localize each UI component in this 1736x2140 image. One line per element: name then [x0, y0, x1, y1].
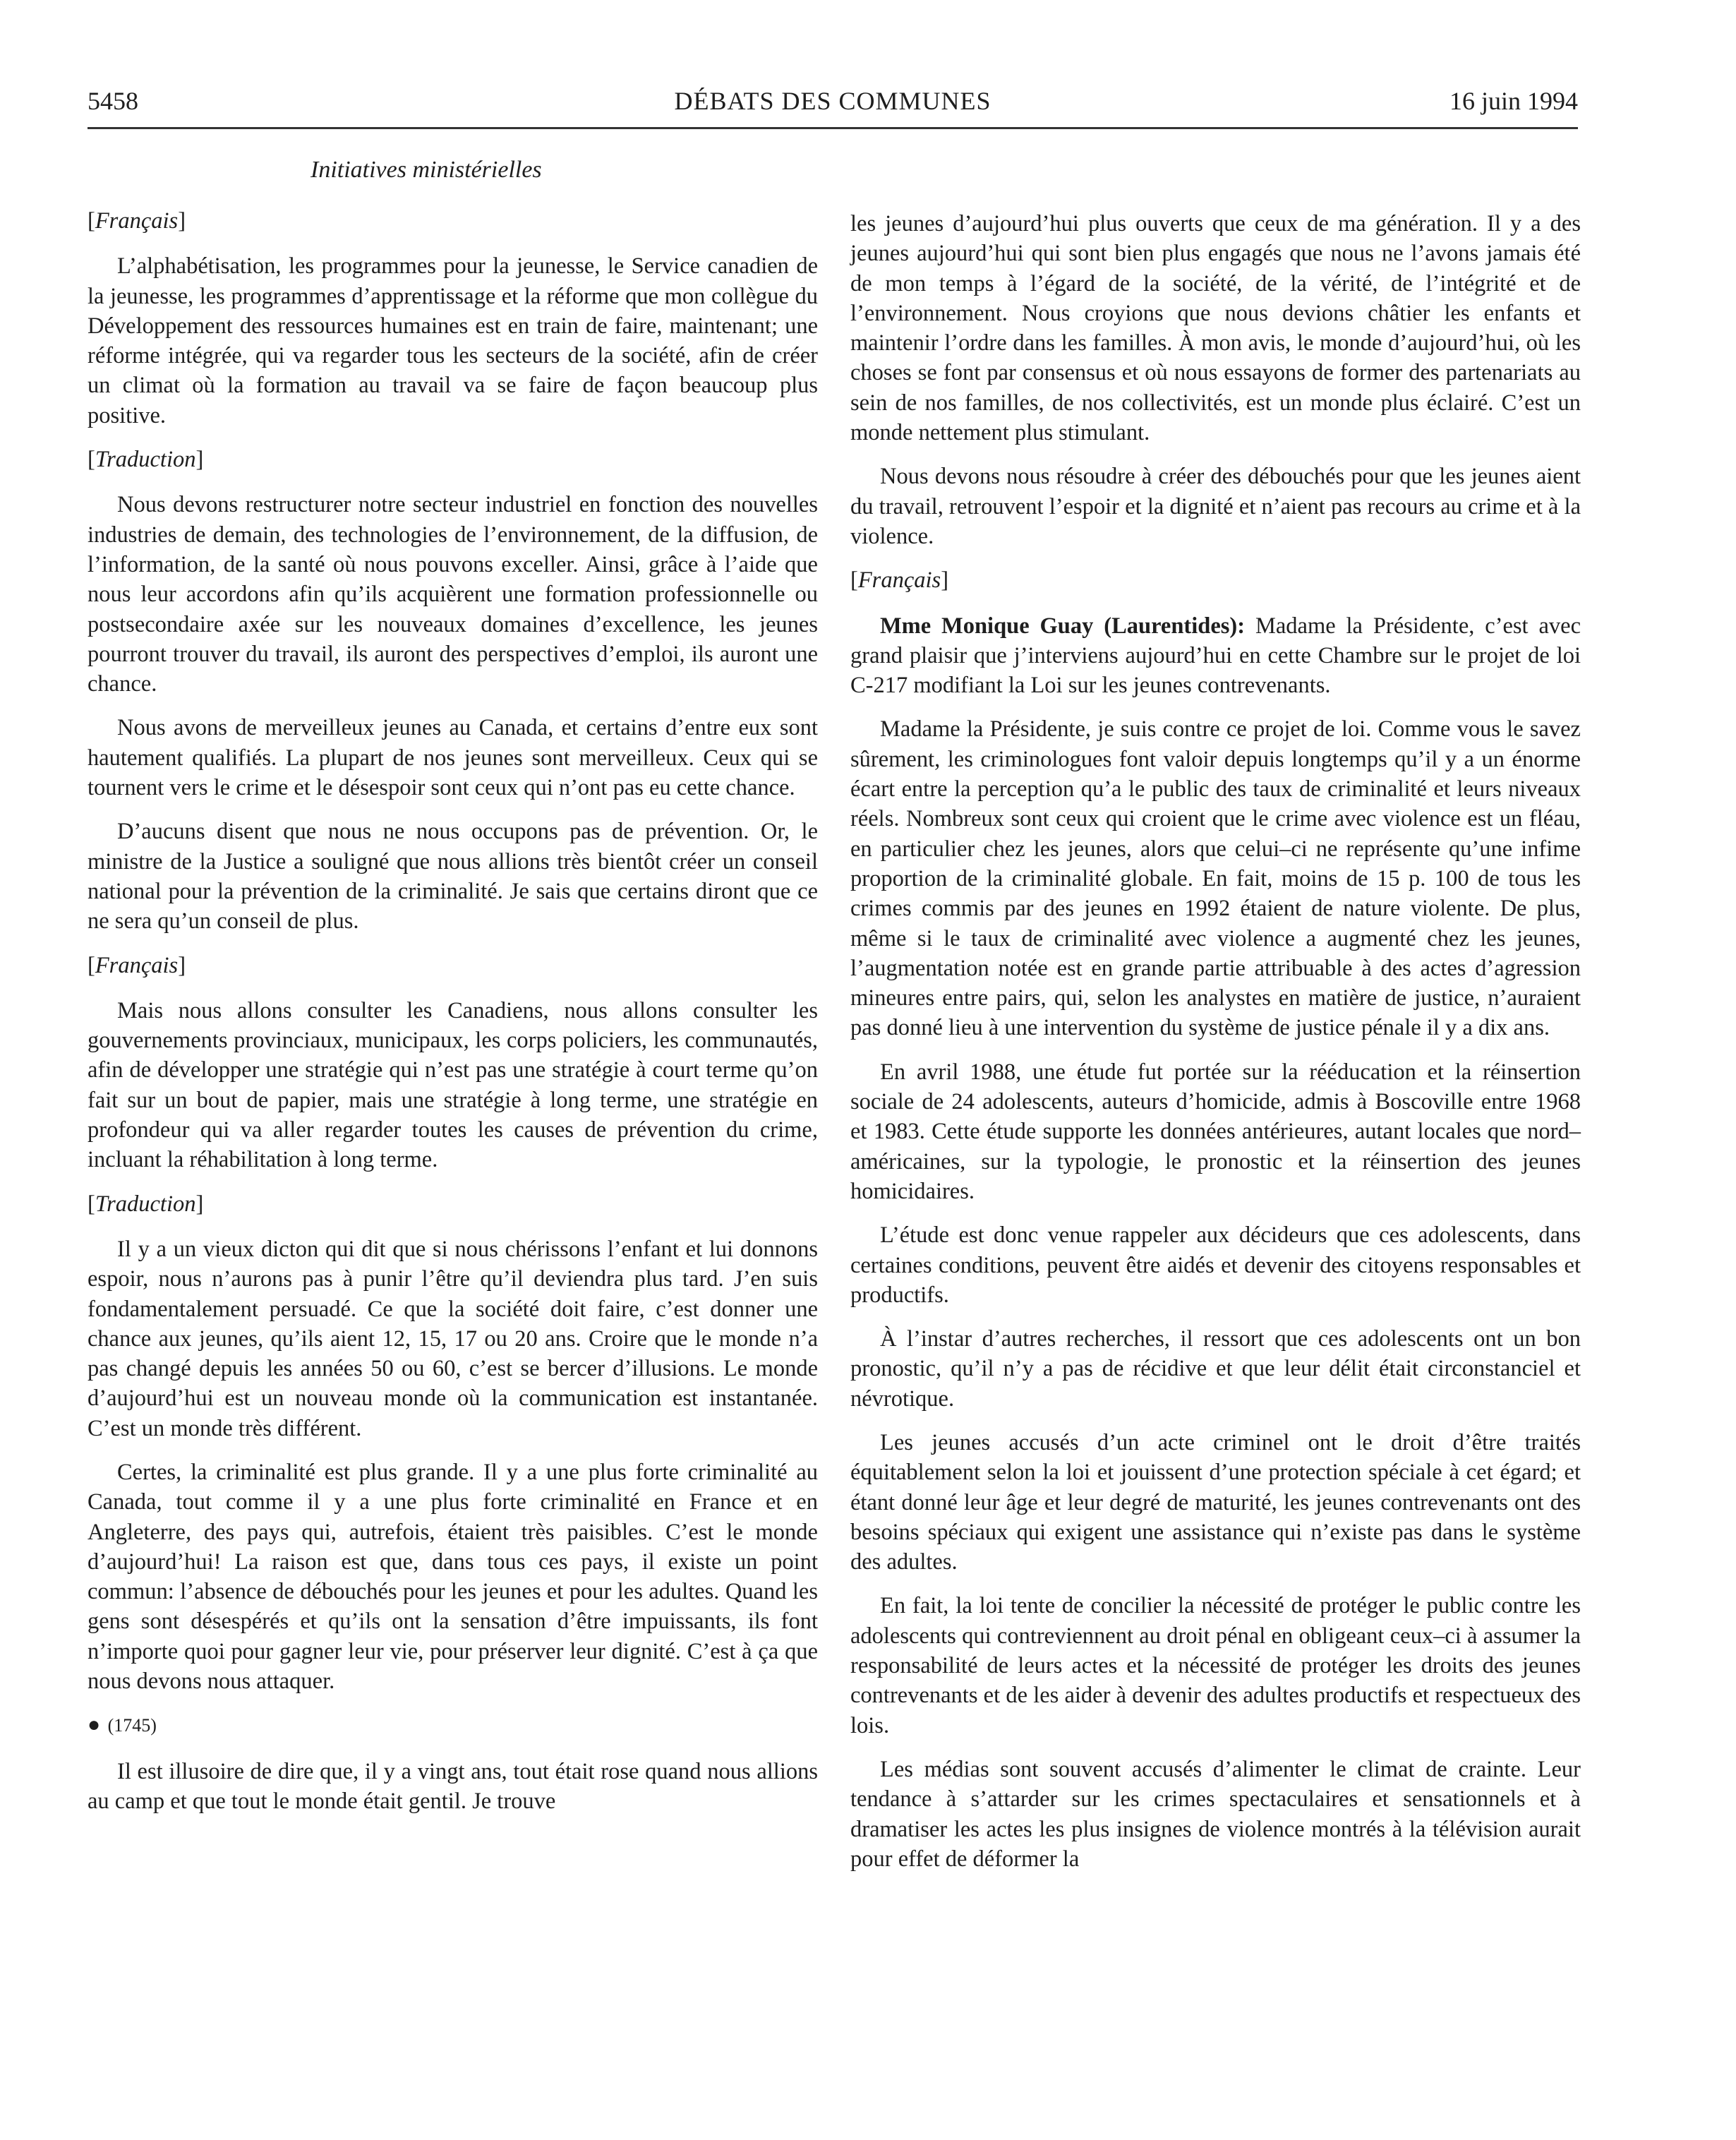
section-heading: Initiatives ministérielles	[311, 157, 542, 183]
bullet-icon: ●	[88, 1713, 101, 1737]
paragraph: Nous avons de merveilleux jeunes au Canada, et certains d’entre eux sont hautement qualifiés. La plupart de nos jeunes sont merveilleux. Ceux qui se tournent vers le crime et le désespoir sont ceux qui n’ont pas eu cette chance.	[88, 715, 818, 801]
paragraph: Madame la Présidente, je suis contre ce projet de loi. Comme vous le savez sûrement, les criminologues font valoir depuis longtemps qu’il y a un énorme écart entre la perception qu’a le public des taux de criminalité et leurs niveaux réels. Nombreux sont ceux qui croient que le crime avec violence est un fléau, en particulier chez les jeunes, alors que celui–ci ne représente qu’une infime proportion de la criminalité globale. En fait, moins de 15 p. 100 de tous les crimes commis par des jeunes en 1992 étaient de nature violente. De plus, même si le taux de criminalité avec violence a augmenté chez les jeunes, l’augmentation notée est en grande partie attribuable à des actes d’agression mineures entre pairs, qui, selon les analystes en matière de justice, n’auraient pas donné lieu à une intervention du système de justice pénale il y a dix ans.	[850, 716, 1581, 1041]
paragraph: L’alphabétisation, les programmes pour la jeunesse, le Service canadien de la jeunesse, les programmes d’apprentissage et la réforme que mon collègue du Développement des ressources humaines est en train de faire, maintenant; une réforme intégrée, qui va regarder tous les secteurs de la société, afin de créer un climat où la formation au travail va se faire de façon beaucoup plus positive.	[88, 253, 818, 428]
timestamp	[88, 1710, 818, 1741]
paragraph: Nous devons restructurer notre secteur industriel en fonction des nouvelles industries de demain, des technologies de l’environnement, de la diffusion, de l’information, de la santé où nous pouvons exceller. Ainsi, grâce à l’aide que nous leur accordons afin qu’ils acquièrent une formation professionnelle ou postsecondaire axée sur les nouveaux domaines d’excellence, les jeunes pourront trouver du travail, ils auront des perspectives d’emploi, ils auront une chance.	[88, 492, 818, 697]
page-number: 5458	[88, 87, 138, 115]
page-date: 16 juin 1994	[1449, 87, 1578, 115]
paragraph: À l’instar d’autres recherches, il ressort que ces adolescents ont un bon pronostic, qu’il n’y a pas de récidive et que leur délit était circonstanciel et névrotique.	[850, 1326, 1581, 1412]
paragraph	[850, 611, 1581, 701]
page-header	[88, 83, 1578, 129]
journal-title: DÉBATS DES COMMUNES	[674, 87, 991, 115]
language-tag: [Français]	[88, 208, 186, 234]
paragraph: Nous devons nous résoudre à créer des débouchés pour que les jeunes aient du travail, retrouvent l’espoir et la dignité et n’aient pas recours au crime et à la violence.	[850, 464, 1581, 549]
paragraph: Les jeunes accusés d’un acte criminel ont le droit d’être traités équitablement selon la loi et jouissent d’une protection spéciale à cet égard; et étant donné leur âge et leur degré de maturité, les jeunes contrevenants ont des besoins spéciaux qui exigent une assistance qui n’existe pas dans le système des adultes.	[850, 1429, 1581, 1575]
language-tag: [Traduction]	[88, 447, 204, 473]
language-tag: [Français]	[88, 952, 186, 978]
language-tag: [Traduction]	[88, 1191, 204, 1217]
timestamp-text: (1745)	[107, 1715, 157, 1736]
paragraph: En avril 1988, une étude fut portée sur la rééducation et la réinsertion sociale de 24 adolescents, auteurs d’homicide, admis à Boscoville entre 1968 et 1983. Cette étude supporte les données antérieures, autant locales que nord–américaines, sur la typologie, le pronostic et la réinsertion des jeunes homicidaires.	[850, 1059, 1581, 1204]
language-tag: [Français]	[850, 567, 949, 594]
speaker-name: Mme Monique Guay (Laurentides):	[880, 613, 1246, 639]
paragraph: Mais nous allons consulter les Canadiens, nous allons consulter les gouvernements provinciaux, municipaux, les corps policiers, les communautés, afin de développer une stratégie qui n’est pas une stratégie à court terme qu’on fait sur un bout de papier, mais une stratégie à long terme, une stratégie en profondeur qui va aller regarder toutes les causes de prévention du crime, incluant la réhabilitation à long terme.	[88, 997, 818, 1173]
right-column	[850, 209, 1581, 1888]
paragraph: Il y a un vieux dicton qui dit que si nous chérissons l’enfant et lui donnons espoir, nous n’aurons pas à punir l’être qu’il deviendra plus tard. J’en suis fondamentalement persuadé. Ce que la société doit faire, c’est donner une chance aux jeunes, qu’ils aient 12, 15, 17 ou 20 ans. Croire que le monde n’a pas changé depuis les années 50 ou 60, c’est se bercer d’illusions. Le monde d’aujourd’hui est un nouveau monde où la communication est instantanée. C’est un monde très différent.	[88, 1236, 818, 1441]
paragraph: Il est illusoire de dire que, il y a vingt ans, tout était rose quand nous allions au camp et que tout le monde était gentil. Je trouve	[88, 1758, 818, 1814]
paragraph: D’aucuns disent que nous ne nous occupons pas de prévention. Or, le ministre de la Justice a souligné que nous allions très bientôt créer un conseil national pour la prévention de la criminalité. Je sais que certains diront que ce ne sera qu’un conseil de plus.	[88, 819, 818, 934]
left-column	[88, 206, 818, 1830]
speech-text: Madame la Présidente, c’est avec grand plaisir que j’interviens aujourd’hui en cette Chambre sur le projet de loi C-217 modifiant la Loi sur les jeunes contrevenants.	[850, 613, 1581, 699]
paragraph: L’étude est donc venue rappeler aux décideurs que ces adolescents, dans certaines conditions, peuvent être aidés et devenir des citoyens responsables et productifs.	[850, 1222, 1581, 1308]
paragraph: En fait, la loi tente de concilier la nécessité de protéger le public contre les adolescents qui contreviennent au droit pénal en obligeant ceux–ci à assumer la responsabilité de leurs actes et la nécessité de protéger les droits des jeunes contrevenants et de les aider à devenir des adultes productifs et respectueux des lois.	[850, 1593, 1581, 1738]
paragraph: les jeunes d’aujourd’hui plus ouverts que ceux de ma génération. Il y a des jeunes aujourd’hui qui sont bien plus engagés que nous ne l’avons jamais été de mon temps à l’égard de la société, de la vérité, de l’intégrité et de l’environnement. Nous croyions que nous devions châtier les enfants et maintenir l’ordre dans les familles. À mon avis, le monde d’aujourd’hui, où les choses se font par consensus et où nous essayons de former des partenariats au sein de nos familles, de nos collectivités, est un monde plus éclairé. C’est un monde nettement plus stimulant.	[850, 211, 1581, 446]
paragraph: Les médias sont souvent accusés d’alimenter le climat de crainte. Leur tendance à s’attarder sur les crimes spectaculaires et sensationnels et à dramatiser les actes les plus insignes de violence montrés à la télévision aurait pour effet de déformer la	[850, 1756, 1581, 1872]
paragraph: Certes, la criminalité est plus grande. Il y a une plus forte criminalité au Canada, tout comme il y a une plus forte criminalité en France et en Angleterre, des pays qui, autrefois, étaient très paisibles. C’est le monde d’aujourd’hui! La raison est que, dans tous ces pays, il existe un point commun: l’absence de débouchés pour les jeunes et pour les adultes. Quand les gens sont désespérés et qu’ils ont la sensation d’être impuissants, ils font n’importe quoi pour gagner leur vie, pour préserver leur dignité. C’est à ça que nous devons nous attaquer.	[88, 1459, 818, 1695]
